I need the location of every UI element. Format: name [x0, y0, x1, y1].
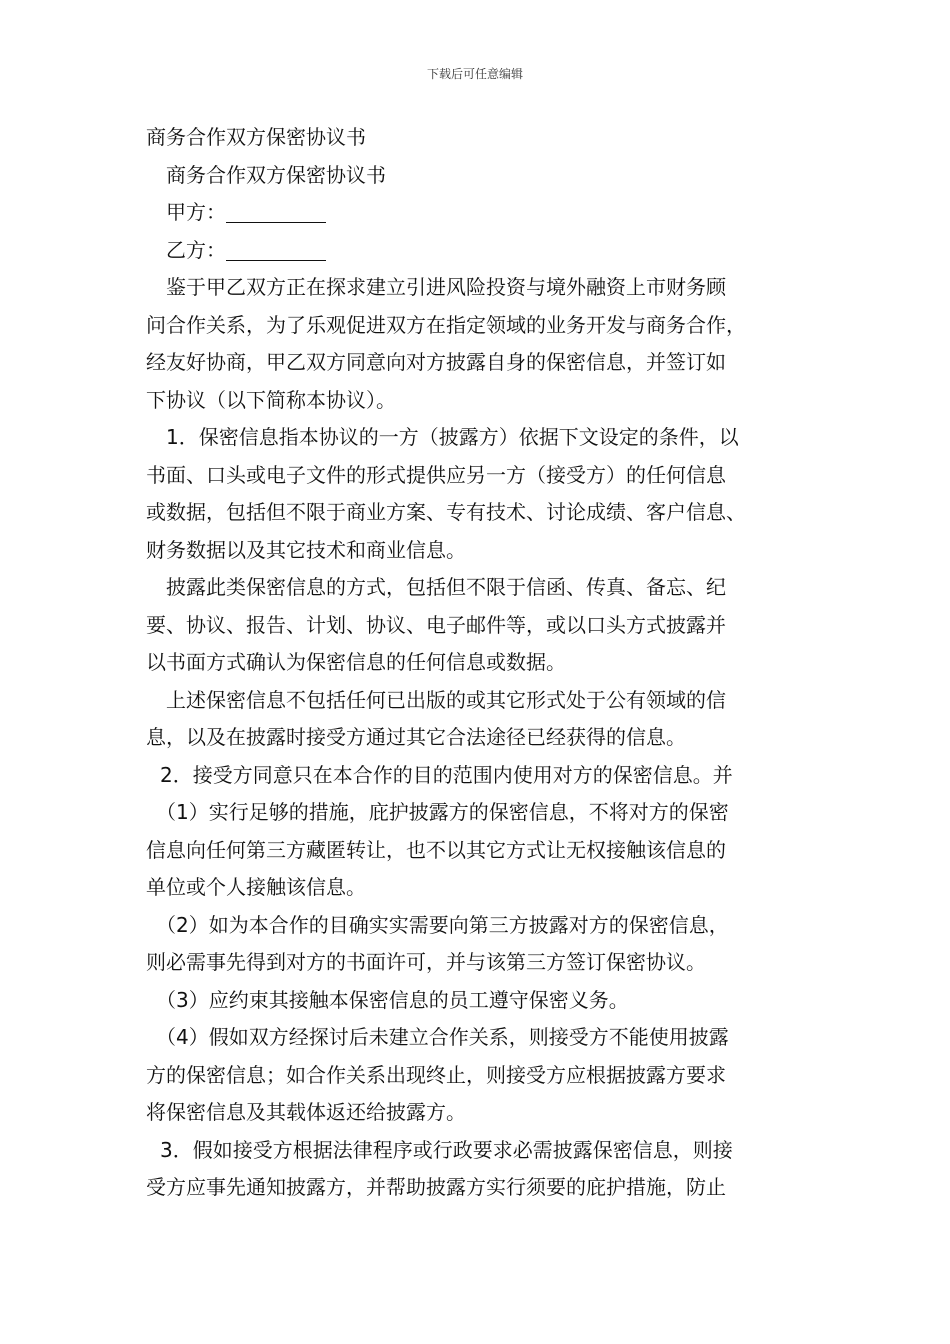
body-line: 则必需事先得到对方的书面许可，并与该第三方签订保密协议。 — [146, 950, 706, 974]
body-line: 单位或个人接触该信息。 — [146, 875, 366, 899]
body-line: 下协议（以下简称本协议）。 — [146, 387, 396, 412]
body-line: 1．保密信息指本协议的一方（披露方）依据下文设定的条件，以 — [166, 425, 739, 449]
body-line: 受方应事先通知披露方，并帮助披露方实行须要的庇护措施，防止 — [146, 1175, 726, 1199]
body-line: （3）应约束其接触本保密信息的员工遵守保密义务。 — [156, 987, 629, 1012]
body-line: 或数据，包括但不限于商业方案、专有技术、讨论成绩、客户信息、 — [146, 500, 746, 524]
body-line: 方的保密信息；如合作关系出现终止，则接受方应根据披露方要求 — [146, 1062, 726, 1087]
body-line: 以书面方式确认为保密信息的任何信息或数据。 — [146, 650, 566, 674]
body-line: 3．假如接受方根据法律程序或行政要求必需披露保密信息，则接 — [160, 1137, 733, 1162]
document-title: 商务合作双方保密协议书 — [146, 125, 366, 149]
body-line: 披露此类保密信息的方式，包括但不限于信函、传真、备忘、纪 — [166, 575, 726, 599]
body-line: 息，以及在披露时接受方通过其它合法途径已经获得的信息。 — [146, 725, 686, 749]
body-line: （2）如为本合作的目确实实需要向第三方披露对方的保密信息， — [156, 912, 729, 937]
body-line: 书面、口头或电子文件的形式提供应另一方（接受方）的任何信息 — [146, 462, 726, 487]
body-line: 2．接受方同意只在本合作的目的范围内使用对方的保密信息。并 — [160, 762, 733, 787]
party-a-blank — [226, 198, 326, 223]
body-line: 上述保密信息不包括任何已出版的或其它形式处于公有领域的信 — [166, 687, 726, 712]
body-line: 问合作关系，为了乐观促进双方在指定领域的业务开发与商务合作， — [146, 312, 746, 337]
party-b-line — [146, 232, 826, 270]
party-b-label: 乙方： — [166, 237, 226, 262]
page-header-note: 下载后可任意编辑 — [426, 67, 523, 81]
party-a-label: 甲方： — [166, 200, 226, 224]
body-line: 要、协议、报告、计划、协议、电子邮件等，或以口头方式披露并 — [146, 612, 726, 637]
body-line: 将保密信息及其载体返还给披露方。 — [146, 1100, 466, 1124]
document-body — [146, 119, 826, 1207]
party-a-line — [146, 194, 826, 232]
body-line: 鉴于甲乙双方正在探求建立引进风险投资与境外融资上市财务顾 — [166, 275, 726, 299]
body-line: （4）假如双方经探讨后未建立合作关系，则接受方不能使用披露 — [156, 1025, 729, 1049]
body-line: 财务数据以及其它技术和商业信息。 — [146, 537, 466, 562]
party-b-blank — [226, 236, 326, 261]
document-subtitle: 商务合作双方保密协议书 — [166, 162, 386, 187]
body-line: 经友好协商，甲乙双方同意向对方披露自身的保密信息，并签订如 — [146, 350, 726, 374]
body-line: 信息向任何第三方藏匿转让，也不以其它方式让无权接触该信息的 — [146, 837, 726, 862]
body-line: （1）实行足够的措施，庇护披露方的保密信息，不将对方的保密 — [156, 800, 729, 824]
